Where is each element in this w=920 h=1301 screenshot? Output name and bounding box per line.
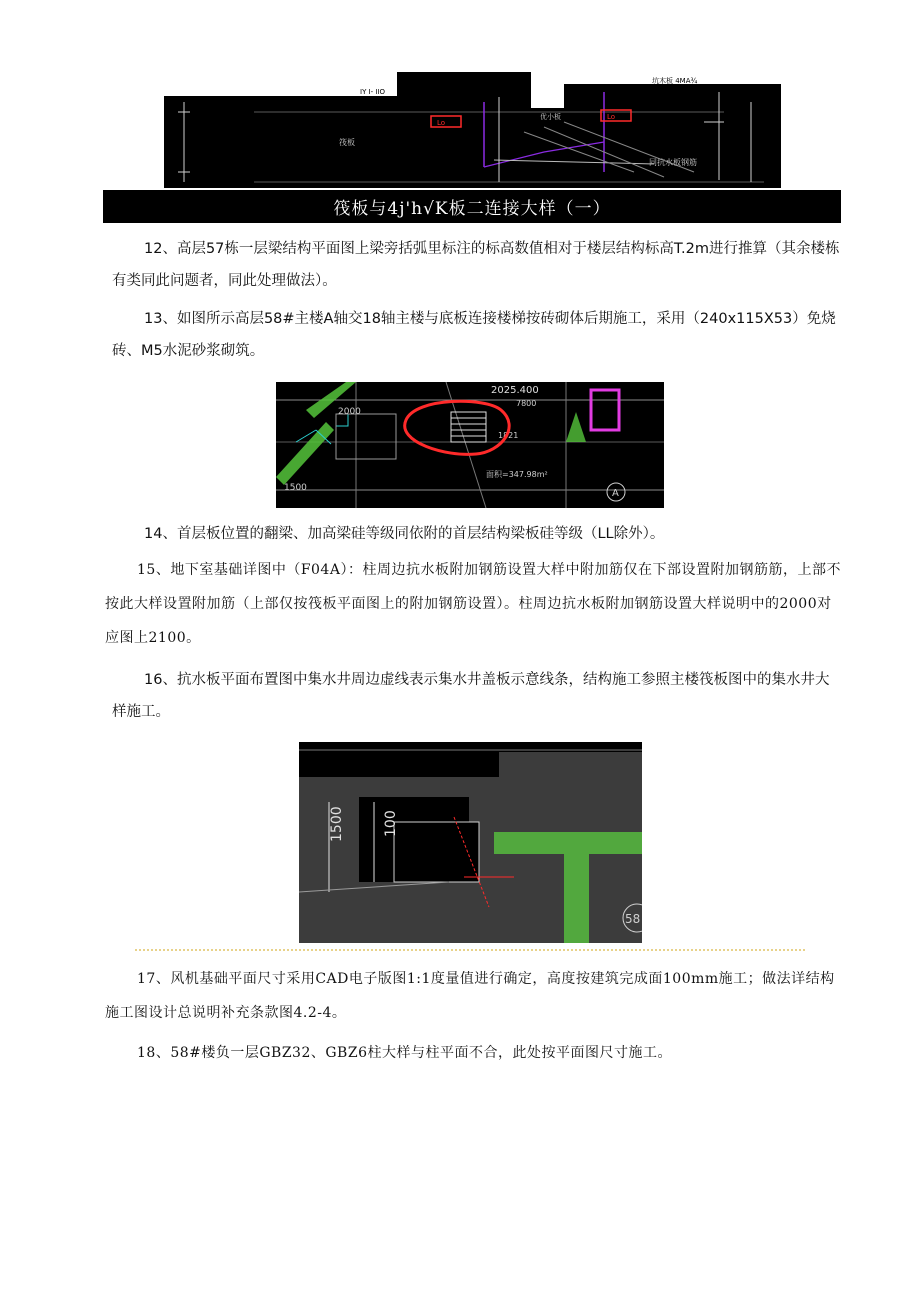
fig2-dim-2000: 2000 xyxy=(338,407,361,417)
cad-sump-pit-figure xyxy=(299,742,642,943)
fig1-mid-label: 优小板 xyxy=(540,113,561,121)
cad-stair-plan-figure xyxy=(276,382,664,508)
fig3-tag: 58 xyxy=(625,912,641,926)
fig2-dim-7800: 7800 xyxy=(516,399,537,408)
fig1-box1-label: Lo xyxy=(437,119,446,127)
fig1-bottom-right-label: 同抗水板钢筋 xyxy=(649,158,697,167)
fig2-area: 面积=347.98m² xyxy=(486,470,548,479)
paragraph-13: 13、如图所示高层58#主楼A轴交18轴主楼与底板连接楼梯按砖砌体后期施工，采用（240x115X53）免烧砖、M5水泥砂浆砌筑。 xyxy=(112,311,836,359)
paragraph-12: 12、高层57栋一层梁结构平面图上梁旁括弧里标注的标高数值相对于楼层结构标高T.2m进行推算（其余楼栋有类同此问题者，同此处理做法）。 xyxy=(112,241,840,289)
figure1-caption: 筏板与4j'h√K板二连接大样（一） xyxy=(103,190,841,223)
fig2-axis-label: A xyxy=(612,488,619,499)
fig2-small-dim: 1821 xyxy=(498,431,519,440)
fig1-raft-label: 筏板 xyxy=(339,138,355,147)
paragraph-18: 18、58#楼负一层GBZ32、GBZ6柱大样与柱平面不合，此处按平面图尺寸施工。 xyxy=(137,1045,672,1061)
fig1-top-left-label: IY I- IIO xyxy=(360,88,386,96)
section-divider xyxy=(135,949,805,951)
paragraph-17: 17、风机基础平面尺寸采用CAD电子版图1:1度量值进行确定，高度按建筑完成面100mm施工；做法详结构施工图设计总说明补充条款图4.2-4。 xyxy=(105,971,835,1021)
fig2-dim-1500: 1500 xyxy=(284,483,307,493)
fig3-dim-1500: 1500 xyxy=(329,806,345,842)
paragraph-15: 15、地下室基础详图中（F04A）：柱周边抗水板附加钢筋设置大样中附加筋仅在下部设置附加钢筋筋，上部不按此大样设置附加筋（上部仅按筏板平面图上的附加钢筋设置）。柱周边抗水板附加钢筋设置大样说明中的2000对应图上2100。 xyxy=(105,562,841,646)
cad-section-figure xyxy=(164,72,781,188)
paragraph-14: 14、首层板位置的翻梁、加高梁硅等级同依附的首层结构梁板硅等级（LL除外）。 xyxy=(144,526,665,542)
paragraph-16: 16、抗水板平面布置图中集水井周边虚线表示集水井盖板示意线条，结构施工参照主楼筏板图中的集水井大样施工。 xyxy=(112,672,830,720)
fig2-elevation: 2025.400 xyxy=(491,385,539,396)
fig1-box2-label: Lo xyxy=(607,113,616,121)
fig1-top-right-label: 坑木板 4MA¾ xyxy=(652,77,698,85)
fig3-dim-100: 100 xyxy=(383,810,399,837)
